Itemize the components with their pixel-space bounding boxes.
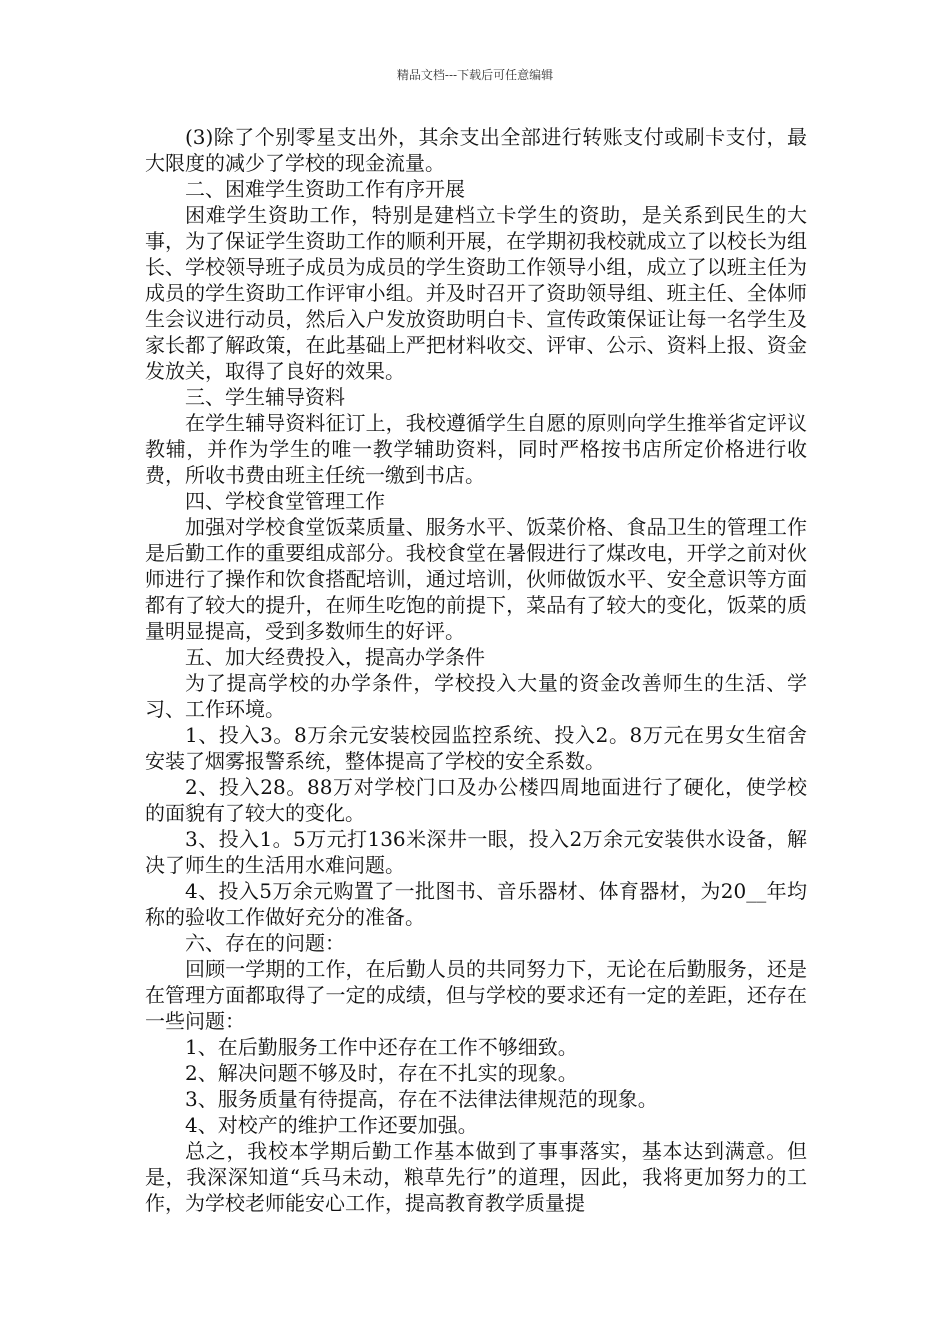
page-header: 精品文档---下载后可任意编辑	[396, 68, 554, 82]
paragraph-conclusion: 总之，我校本学期后勤工作基本做到了事事落实，基本达到满意。但是，我深深知道“兵马未动，粮草先行”的道理，因此，我将更加努力的工作，为学校老师能安心工作，提高教育教学质量提	[145, 1139, 807, 1215]
paragraph-student-aid: 困难学生资助工作，特别是建档立卡学生的资助，是关系到民生的大事，为了保证学生资助工作的顺利开展，在学期初我校就成立了以校长为组长、学校领导班子成员为成员的学生资助工作领导小组，成立了以班主任为成员的学生资助工作评审小组。并及时召开了资助领导组、班主任、全体师生会议进行动员，然后入户发放资助明白卡、宣传政策保证让每一名学生及家长都了解政策，在此基础上严把材料收交、评审、公示、资料上报、资金发放关，取得了良好的效果。	[145, 203, 807, 383]
heading-existing-problems: 六、存在的问题：	[185, 931, 345, 955]
heading-tutoring-materials: 三、学生辅导资料	[185, 385, 345, 409]
paragraph-tutoring-materials: 在学生辅导资料征订上，我校遵循学生自愿的原则向学生推举省定评议教辅，并作为学生的唯一教学辅助资料，同时严格按书店所定价格进行收费，所收书费由班主任统一缴到书店。	[145, 411, 807, 487]
list-item-investment-2: 2、投入28。88万对学校门口及办公楼四周地面进行了硬化，使学校的面貌有了较大的变化。	[145, 775, 807, 825]
heading-canteen-management: 四、学校食堂管理工作	[185, 489, 385, 513]
list-item-problem-4: 4、对校产的维护工作还要加强。	[185, 1113, 478, 1137]
paragraph-funding-intro: 为了提高学校的办学条件，学校投入大量的资金改善师生的生活、学习、工作环境。	[145, 671, 807, 721]
list-item-investment-3: 3、投入1。5万元打136米深井一眼，投入2万余元安装供水设备，解决了师生的生活用水难问题。	[145, 827, 807, 877]
list-item-investment-1: 1、投入3。8万余元安装校园监控系统、投入2。8万元在男女生宿舍安装了烟雾报警系统，整体提高了学校的安全系数。	[145, 723, 807, 773]
paragraph-payment-method: (3)除了个别零星支出外，其余支出全部进行转账支付或刷卡支付，最大限度的减少了学校的现金流量。	[145, 125, 807, 175]
list-item-problem-2: 2、解决问题不够及时，存在不扎实的现象。	[185, 1061, 578, 1085]
document-body	[145, 124, 807, 1216]
heading-student-aid: 二、困难学生资助工作有序开展	[185, 177, 465, 201]
list-item-problem-1: 1、在后勤服务工作中还存在工作不够细致。	[185, 1035, 578, 1059]
paragraph-problems-intro: 回顾一学期的工作，在后勤人员的共同努力下，无论在后勤服务，还是在管理方面都取得了一定的成绩，但与学校的要求还有一定的差距，还存在一些问题：	[145, 957, 807, 1033]
list-item-problem-3: 3、服务质量有待提高，存在不法律法律规范的现象。	[185, 1087, 658, 1111]
heading-funding-investment: 五、加大经费投入，提高办学条件	[185, 645, 485, 669]
list-item-investment-4: 4、投入5万余元购置了一批图书、音乐器材、体育器材，为20__年均称的验收工作做好充分的准备。	[145, 879, 807, 929]
paragraph-canteen-management: 加强对学校食堂饭菜质量、服务水平、饭菜价格、食品卫生的管理工作是后勤工作的重要组成部分。我校食堂在暑假进行了煤改电，开学之前对伙师进行了操作和饮食搭配培训，通过培训，伙师做饭水平、安全意识等方面都有了较大的提升，在师生吃饱的前提下，菜品有了较大的变化，饭菜的质量明显提高，受到多数师生的好评。	[145, 515, 807, 643]
